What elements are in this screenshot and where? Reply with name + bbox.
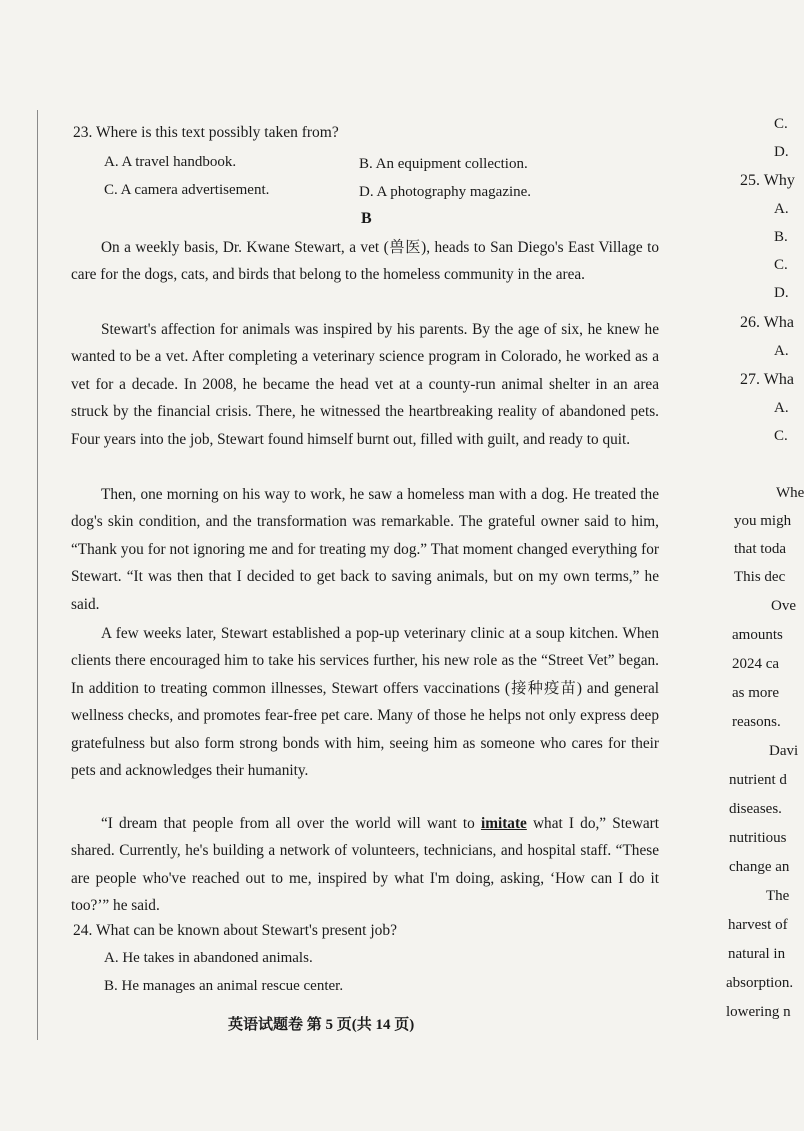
right-text-line: The bbox=[766, 888, 790, 904]
right-text-line: Davi bbox=[769, 743, 799, 759]
right-text-line: Ove bbox=[771, 598, 796, 614]
right-text-line: harvest of bbox=[728, 917, 788, 933]
passage-paragraph-1: On a weekly basis, Dr. Kwane Stewart, a vet (兽医), heads to San Diego's East Village to care for the dogs, cats, and birds that belong to the homeless community in the area. bbox=[71, 239, 659, 284]
q25-option-a: A. bbox=[774, 201, 789, 217]
q27-option-a: A. bbox=[774, 400, 789, 416]
passage-paragraph-4: A few weeks later, Stewart established a pop-up veterinary clinic at a soup kitchen. When clients there encouraged him to take his services further, his new role as the “Street Vet” began. In addition to treating common illnesses, Stewart offers vaccinations (接种疫苗) and general wellness checks, and promotes fear-free pet care. Many of those he helps not only express deep gratefulness but also form strong bonds with him, seeing him as someone who cares for their pets and acknowledges their humanity. bbox=[71, 625, 659, 780]
q23-option-d: D. A photography magazine. bbox=[359, 184, 532, 200]
right-text-line: This dec bbox=[734, 569, 786, 585]
right-option-c: C. bbox=[774, 116, 788, 132]
right-text-line: you migh bbox=[734, 513, 792, 529]
q23-option-b: B. An equipment collection. bbox=[359, 156, 528, 172]
q26-stem: 26. Wha bbox=[740, 314, 794, 331]
right-text-line: nutritious bbox=[729, 830, 787, 846]
underlined-word-imitate: imitate bbox=[480, 815, 527, 832]
right-text-line: diseases. bbox=[729, 801, 782, 817]
passage-paragraph-5: “I dream that people from all over the world will want to imitate what I do,” Stewart shared. Currently, he's building a network of volunteers, technicians, and hospital staff. “These are people who've reached out to me, inspired by what I'm doing, asking, ‘How can I do it too?’” he said. bbox=[71, 815, 660, 915]
right-text-line: lowering n bbox=[726, 1004, 791, 1020]
right-text-line: change an bbox=[729, 859, 790, 875]
right-text-line: absorption. bbox=[726, 975, 794, 991]
q27-option-c: C. bbox=[774, 428, 788, 444]
right-text-line: nutrient d bbox=[729, 772, 787, 788]
q26-option-a: A. bbox=[774, 343, 789, 359]
q23-option-a: A. A travel handbook. bbox=[104, 154, 237, 170]
q24-stem: 24. What can be known about Stewart's present job? bbox=[73, 922, 398, 939]
right-text-line: 2024 ca bbox=[732, 656, 780, 672]
right-text-line: Whe bbox=[776, 485, 804, 501]
right-text-line: that toda bbox=[734, 541, 787, 557]
q27-stem: 27. Wha bbox=[740, 371, 794, 388]
q25-stem: 25. Why bbox=[740, 172, 795, 189]
q23-stem: 23. Where is this text possibly taken from? bbox=[73, 124, 339, 141]
right-text-line: as more bbox=[732, 685, 780, 701]
passage-paragraph-3: Then, one morning on his way to work, he saw a homeless man with a dog. He treated the dog's skin condition, and the transformation was remarkable. The grateful owner said to him, “Thank you for not ignoring me and for treating my dog.” That moment changed everything for Stewart. “It was then that I decided to get back to saving animals, but on my own terms,” he said. bbox=[71, 486, 659, 613]
right-text-line: natural in bbox=[728, 946, 786, 962]
right-option-d: D. bbox=[774, 144, 789, 160]
q25-option-d: D. bbox=[774, 285, 789, 301]
q25-option-b: B. bbox=[774, 229, 788, 245]
right-text-line: amounts bbox=[732, 627, 783, 643]
passage-paragraph-2: Stewart's affection for animals was inspired by his parents. By the age of six, he knew he wanted to be a vet. After completing a veterinary science program in Colorado, he worked as a vet for a decade. In 2008, he became the head vet at a county-run animal shelter in an area struck by the financial crisis. There, he witnessed the heartbreaking reality of abandoned pets. Four years into the job, Stewart found himself burnt out, filled with guilt, and ready to quit. bbox=[71, 321, 659, 448]
right-page-fragment bbox=[700, 0, 804, 1131]
q24-option-b: B. He manages an animal rescue center. bbox=[104, 978, 344, 994]
q24-option-a: A. He takes in abandoned animals. bbox=[104, 950, 313, 966]
q25-option-c: C. bbox=[774, 257, 788, 273]
right-text-line: reasons. bbox=[732, 714, 781, 730]
q23-option-c: C. A camera advertisement. bbox=[104, 182, 270, 198]
section-b-heading: B bbox=[361, 210, 372, 227]
page-footer: 英语试题卷 第 5 页(共 14 页) bbox=[228, 1017, 415, 1033]
